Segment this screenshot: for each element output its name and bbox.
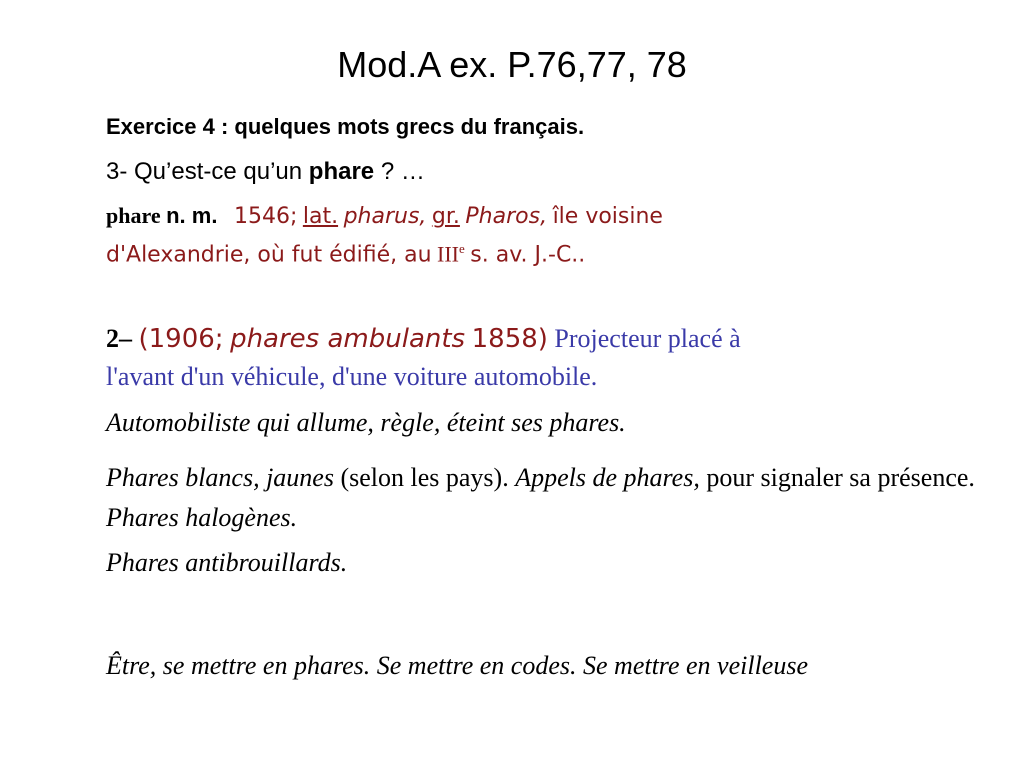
example-2-d: pour signaler sa présence. [706, 463, 975, 492]
question-word: phare [308, 158, 375, 185]
headword: phare [106, 203, 161, 228]
sense-dash: – [119, 324, 132, 353]
definition-text-2: d'Alexandrie, où fut édifié, au [106, 242, 432, 268]
question-line [106, 158, 986, 186]
sense-definition-2: l'avant d'un véhicule, d'une voiture automobile. [106, 362, 598, 391]
sense-number: 2 [106, 324, 119, 353]
latin-label: lat. [302, 204, 339, 229]
definition-entry [106, 200, 986, 271]
latin-word: pharus, [343, 204, 427, 229]
sense-etym-a: (1906; [138, 324, 224, 354]
century: III [437, 241, 460, 267]
etymology-year: 1546; [233, 204, 298, 229]
sense-2 [106, 320, 986, 396]
definition-text-1: île voisine [552, 204, 663, 229]
sense-definition-1: Projecteur placé à [554, 324, 741, 353]
greek-word: Pharos, [465, 204, 548, 229]
definition-text-3: s. av. J.-C.. [470, 242, 586, 268]
question-prefix: 3- Qu’est-ce qu’un [106, 158, 303, 185]
exercise-heading: Exercice 4 : quelques mots grecs du français. [106, 114, 585, 139]
question-suffix: ? … [380, 158, 425, 185]
example-2-b: (selon les pays). [340, 463, 509, 492]
example-3: Phares antibrouillards. [106, 548, 348, 577]
example-2-e: Phares halogènes. [106, 503, 298, 532]
greek-label: gr. [431, 204, 460, 229]
example-2 [106, 458, 986, 538]
part-of-speech: n. m. [166, 203, 218, 228]
sense-etym-c: 1858) [471, 324, 548, 354]
example-2-a: Phares blancs, jaunes [106, 463, 334, 492]
example-2-c: Appels de phares, [515, 463, 700, 492]
century-sup: e [459, 241, 465, 256]
sense-etym-b: phares ambulants [230, 324, 466, 354]
slide-title: Mod.A ex. P.76,77, 78 [337, 44, 687, 85]
example-4: Être, se mettre en phares. Se mettre en codes. Se mettre en veilleuse [106, 651, 808, 680]
example-1: Automobiliste qui allume, règle, éteint ses phares. [106, 408, 626, 437]
